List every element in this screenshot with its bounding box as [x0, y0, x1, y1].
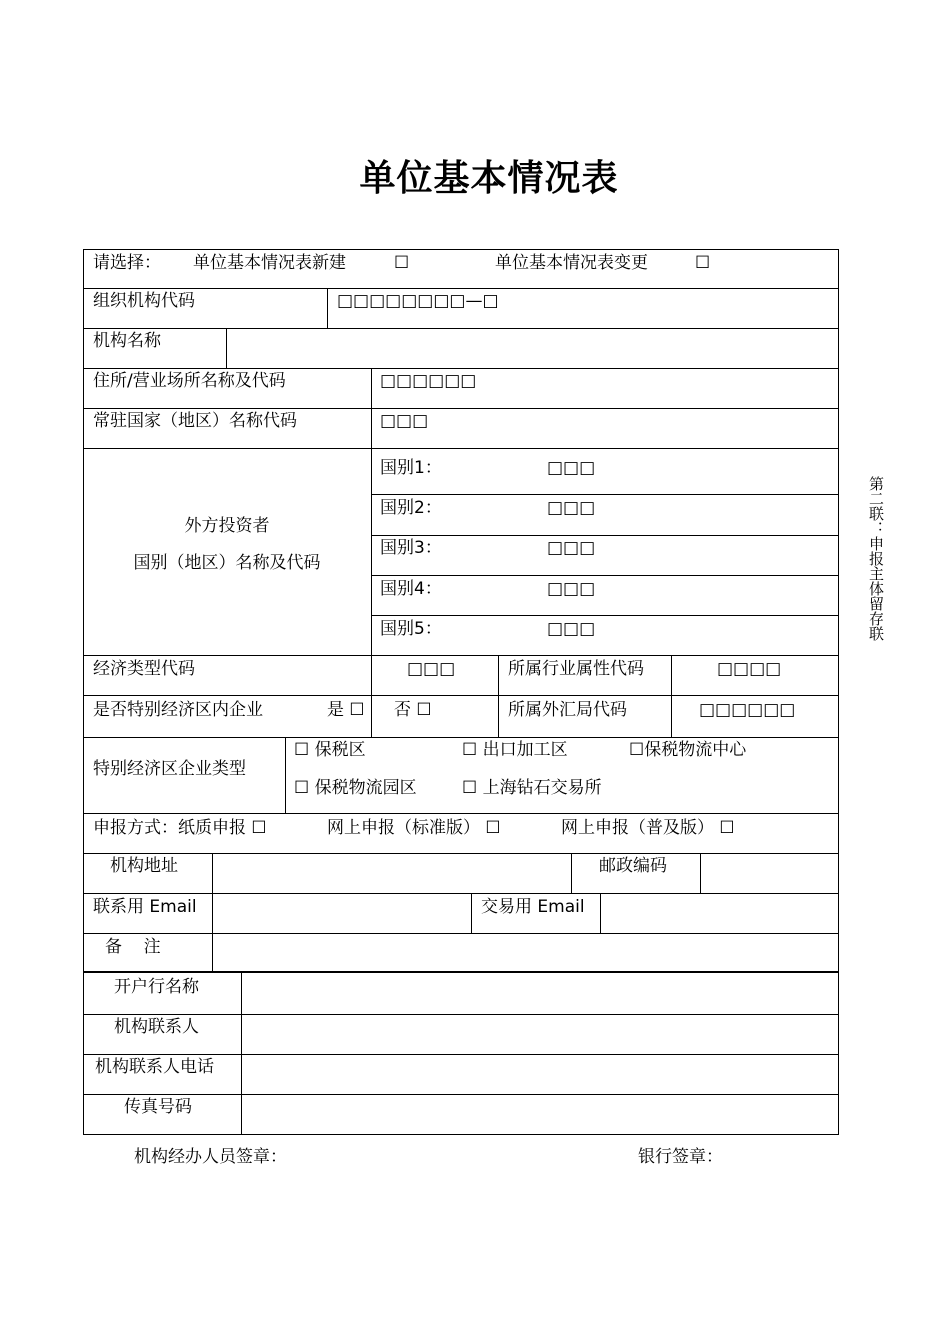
form-border-bottom — [83, 1134, 839, 1135]
form-border-top — [83, 249, 839, 250]
country-2-boxes[interactable]: □□□ — [547, 498, 596, 518]
col-divider — [471, 893, 472, 933]
row-divider — [371, 494, 839, 495]
contact-email-label: 联系用 Email — [93, 897, 197, 917]
zone-bonded-logistics-center-option[interactable]: ☐保税物流中心 — [629, 740, 747, 760]
form-border-left — [83, 249, 84, 1135]
org-code-label: 组织机构代码 — [93, 291, 195, 311]
row-divider — [83, 448, 839, 449]
form-border-right — [838, 249, 839, 1135]
country-5-boxes[interactable]: □□□ — [547, 619, 596, 639]
org-name-label: 机构名称 — [93, 331, 161, 351]
industry-boxes[interactable]: □□□□ — [717, 659, 782, 679]
country-4-boxes[interactable]: □□□ — [547, 579, 596, 599]
row-divider — [83, 695, 839, 696]
row-divider — [371, 575, 839, 576]
col-divider — [600, 893, 601, 933]
org-address-label: 机构地址 — [110, 856, 178, 876]
row-divider — [83, 408, 839, 409]
row-divider — [83, 737, 839, 738]
foreign-investor-label: 外方投资者 — [184, 516, 270, 536]
col-divider — [212, 853, 213, 933]
row-divider — [83, 933, 839, 934]
row-divider — [371, 535, 839, 536]
option-change-checkbox[interactable]: ☐ — [695, 253, 711, 273]
country-code-boxes[interactable]: □□□ — [380, 411, 429, 431]
info-form — [83, 249, 839, 1135]
zone-bonded-logistics-park-option[interactable]: ☐ 保税物流园区 — [294, 778, 417, 798]
row-divider — [83, 853, 839, 854]
org-name-field[interactable] — [233, 330, 833, 362]
row-divider — [83, 655, 839, 656]
contact-person-label: 机构联系人 — [114, 1017, 199, 1037]
col-divider — [571, 853, 572, 893]
col-divider — [212, 933, 213, 971]
page-title: 单位基本情况表 — [359, 158, 619, 199]
remark-label: 备 注 — [105, 937, 161, 957]
filing-online-std-option[interactable]: 网上申报（标准版） ☐ — [327, 818, 501, 838]
option-change-label: 单位基本情况表变更 — [495, 253, 648, 273]
filing-paper-option[interactable]: 申报方式：纸质申报 ☐ — [93, 818, 267, 838]
country-3-label: 国别3： — [380, 538, 442, 558]
fx-bureau-boxes[interactable]: □□□□□□ — [699, 700, 796, 720]
econ-type-boxes[interactable]: □□□ — [407, 659, 456, 679]
row-divider-thick — [83, 971, 839, 973]
address-code-label: 住所/营业场所名称及代码 — [93, 371, 286, 391]
row-divider — [83, 1094, 839, 1095]
row-divider — [83, 1014, 839, 1015]
copy-note: 第二联：申报主体留存联 — [867, 476, 885, 641]
row-divider — [83, 288, 839, 289]
row-divider — [83, 368, 839, 369]
country-3-boxes[interactable]: □□□ — [547, 538, 596, 558]
col-divider — [226, 328, 227, 368]
staff-signature-label: 机构经办人员签章： — [134, 1147, 287, 1167]
col-divider — [498, 655, 499, 737]
col-divider — [700, 853, 701, 893]
country-1-label: 国别1： — [380, 458, 442, 478]
row-divider — [83, 893, 839, 894]
special-zone-label: 是否特别经济区内企业 — [93, 700, 263, 720]
country-1-boxes[interactable]: □□□ — [547, 458, 596, 478]
bank-name-label: 开户行名称 — [114, 977, 199, 997]
option-new-label: 单位基本情况表新建 — [193, 253, 346, 273]
option-new-checkbox[interactable]: ☐ — [394, 253, 410, 273]
zone-bonded-option[interactable]: ☐ 保税区 — [294, 740, 366, 760]
row-divider — [83, 328, 839, 329]
col-divider — [671, 655, 672, 737]
select-label: 请选择： — [93, 253, 161, 273]
foreign-investor-sublabel: 国别（地区）名称及代码 — [133, 553, 321, 573]
org-code-boxes[interactable]: □□□□□□□□—□ — [337, 291, 499, 311]
country-4-label: 国别4： — [380, 579, 442, 599]
col-divider — [241, 973, 242, 1135]
industry-label: 所属行业属性代码 — [508, 659, 644, 679]
country-5-label: 国别5： — [380, 619, 442, 639]
special-zone-no[interactable]: 否 ☐ — [394, 700, 432, 720]
contact-phone-label: 机构联系人电话 — [95, 1057, 214, 1077]
econ-type-label: 经济类型代码 — [93, 659, 195, 679]
fax-label: 传真号码 — [124, 1097, 192, 1117]
postcode-label: 邮政编码 — [599, 856, 667, 876]
zone-export-processing-option[interactable]: ☐ 出口加工区 — [462, 740, 568, 760]
zone-diamond-exchange-option[interactable]: ☐ 上海钻石交易所 — [462, 778, 602, 798]
country-code-label: 常驻国家（地区）名称代码 — [93, 411, 297, 431]
address-code-boxes[interactable]: □□□□□□ — [380, 371, 477, 391]
col-divider — [285, 737, 286, 813]
col-divider — [327, 288, 328, 328]
row-divider — [83, 1054, 839, 1055]
country-2-label: 国别2： — [380, 498, 442, 518]
row-divider — [371, 615, 839, 616]
trade-email-label: 交易用 Email — [481, 897, 585, 917]
zone-type-label: 特别经济区企业类型 — [93, 759, 246, 779]
col-divider — [371, 368, 372, 737]
filing-online-pop-option[interactable]: 网上申报（普及版） ☐ — [561, 818, 735, 838]
row-divider — [83, 813, 839, 814]
fx-bureau-label: 所属外汇局代码 — [508, 700, 627, 720]
bank-signature-label: 银行签章： — [638, 1147, 723, 1167]
special-zone-yes[interactable]: 是 ☐ — [327, 700, 365, 720]
